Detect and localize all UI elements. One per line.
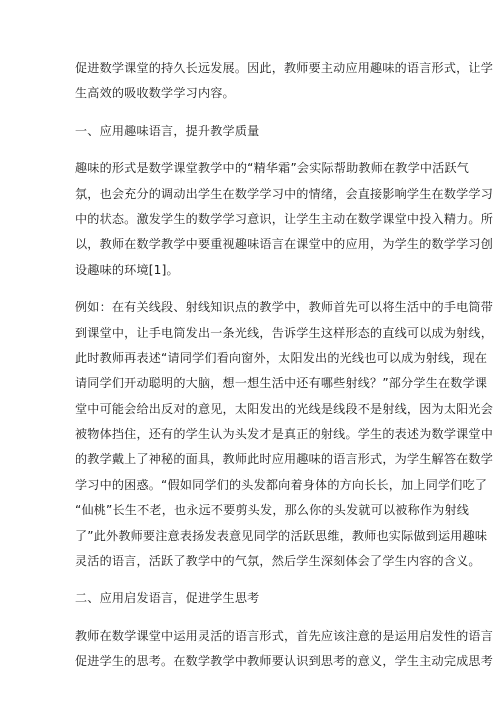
text-line: 的教学戴上了神秘的面具，教师此时应用趣味的语言形式，为学生解答在数学: [75, 452, 493, 467]
text-line: 请同学们开动聪明的大脑，想一想生活中还有哪些射线？”部分学生在数学课: [75, 376, 488, 391]
text-line: 此时教师再表述“请同学们看向窗外，太阳发出的光线也可以成为射线，现在: [75, 350, 488, 365]
section-heading-1: 一、应用趣味语言，提升教学质量: [75, 123, 260, 138]
section1-paragraph-2: [75, 295, 493, 574]
text-line: 促进数学课堂的持久长远发展。因此，教师要主动应用趣味的语言形式，让学: [75, 61, 493, 75]
text-line: 中的状态。激发学生的数学学习意识，让学生主动在数学课堂中投入精力。所: [75, 211, 493, 226]
text-line: 教师在数学课堂中运用灵活的语言形式，首先应该注意的是运用启发性的语言: [75, 628, 493, 643]
text-line: 设趣味的环境[1]。: [75, 262, 179, 277]
text-line: 堂中可能会给出反对的意见，太阳发出的光线是线段不是射线，因为太阳光会: [75, 401, 493, 416]
text-line: 了”此外教师要注意表扬发表意见同学的活跃思维，教师也实际做到运用趣味: [75, 528, 488, 543]
text-line: 生高效的吸收数学学习内容。: [75, 86, 235, 101]
text-line: 被物体挡住，还有的学生认为头发才是真正的射线。学生的表述为数学课堂中: [75, 427, 493, 442]
text-line: 氛，也会充分的调动出学生在数学学习中的情绪，会直接影响学生在数学学习: [75, 186, 493, 201]
text-line: 到课堂中，让手电筒发出一条光线，告诉学生这样形态的直线可以成为射线，: [75, 325, 493, 340]
section-heading-2: 二、应用启发语言，促进学生思考: [75, 591, 260, 606]
section1-paragraph-1: [75, 156, 493, 283]
section2-paragraph-1: [75, 624, 493, 675]
text-line: 灵活的语言，活跃了教学中的气氛，然后学生深刻体会了学生内容的含义。: [75, 554, 481, 569]
text-line: 趣味的形式是数学课堂教学中的“精华霜”会实际帮助教师在教学中活跃气: [75, 161, 470, 176]
text-line: “仙桃”长生不老，也永远不要剪头发，那么你的头发就可以被称作为射线: [75, 503, 470, 518]
intro-paragraph: [75, 56, 493, 107]
document-page: [75, 56, 493, 675]
text-line: 以，教师在数学教学中要重视趣味语言在课堂中的应用，为学生的数学学习创: [75, 237, 493, 252]
text-line: 促进学生的思考。在数学教学中教师要认识到思考的意义，学生主动完成思考: [75, 654, 493, 669]
text-line: 学习中的困惑。“假如同学们的头发都向着身体的方向长长，加上同学们吃了: [75, 477, 488, 492]
text-line: 例如：在有关线段、射线知识点的教学中，教师首先可以将生活中的手电筒带: [75, 300, 493, 315]
